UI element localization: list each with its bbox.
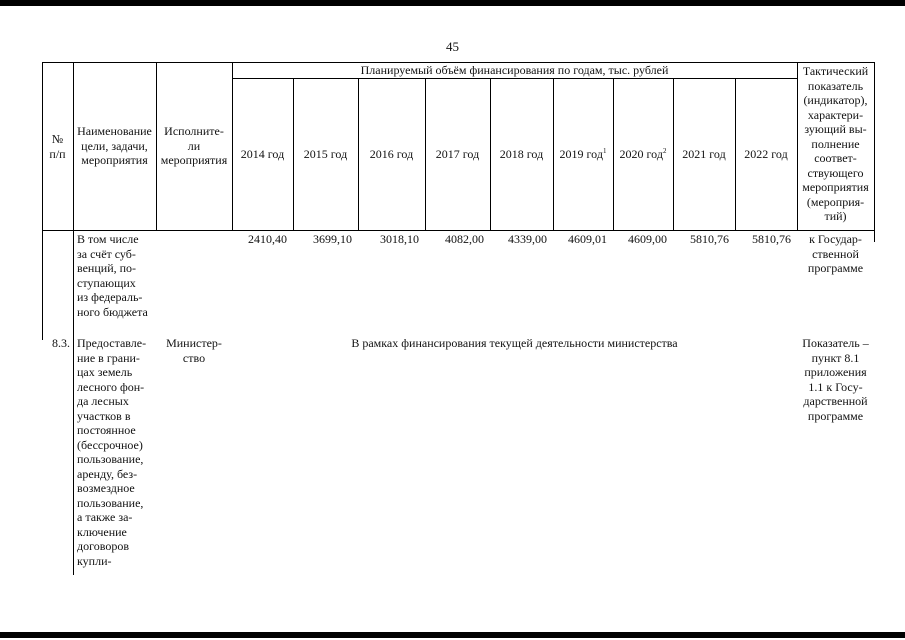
row1-value: 4609,00 xyxy=(628,232,667,246)
header-name-line: цели, задачи, xyxy=(81,138,148,153)
header-num-line: п/п xyxy=(49,146,66,161)
header-bottom-rule xyxy=(42,230,875,231)
body-right-rule xyxy=(874,230,875,242)
row2-name-line: ключение xyxy=(77,524,127,539)
header-name xyxy=(73,124,156,168)
row1-indicator-line: ственной xyxy=(812,246,859,261)
row1-name-line: ступающих xyxy=(77,275,136,290)
row2-name-line: возмездное xyxy=(77,481,135,495)
header-year xyxy=(425,147,490,162)
row2-indicator-line: программе xyxy=(807,408,864,423)
row1-value: 3699,10 xyxy=(313,232,352,246)
header-year xyxy=(358,147,425,162)
header-year-label: 2015 год xyxy=(303,147,348,161)
row2-name-line: купли- xyxy=(77,553,112,568)
row1-name-line: венций, по- xyxy=(77,261,137,275)
bottom-border xyxy=(0,632,905,638)
row2-indicator-line: Показатель – xyxy=(802,336,869,350)
header-indicator-line: показатель xyxy=(807,78,864,93)
row2-num: 8.3. xyxy=(52,336,70,350)
row2-executor xyxy=(156,336,232,365)
header-indicator-line: полнение xyxy=(811,136,860,151)
row1-indicator-line: программе xyxy=(807,261,864,275)
row2-name-line: постоянное xyxy=(77,423,136,437)
row1-name-line: за счёт суб- xyxy=(77,246,136,261)
header-year-label: 2019 год xyxy=(559,147,603,161)
header-indicator-line: (мероприя- xyxy=(806,194,865,209)
row2-name-line: пользование, xyxy=(77,452,144,466)
header-year-label: 2016 год xyxy=(369,147,414,161)
row1-name-line: ного бюджета xyxy=(77,304,148,319)
header-year xyxy=(613,147,673,162)
header-year-label: 2014 год xyxy=(240,147,285,161)
header-executor-line: ли xyxy=(187,138,201,153)
row1-name-line: из федераль- xyxy=(77,290,143,304)
row1-value: 4082,00 xyxy=(445,232,484,246)
top-border xyxy=(0,0,905,6)
row2-name-line: аренду, без- xyxy=(77,466,138,481)
header-indicator-line: зующий вы- xyxy=(804,122,867,136)
header-indicator-line: ствующего xyxy=(807,165,864,180)
header-year-footnote: 2 xyxy=(662,147,667,155)
row2-indicator-line: пункт 8.1 xyxy=(811,350,860,365)
row2-name-line: ние в грани- xyxy=(77,350,140,365)
header-indicator-line: соответ- xyxy=(814,151,857,165)
row1-value: 3018,10 xyxy=(380,232,419,246)
row2-name-line: участков в xyxy=(77,408,131,423)
header-num xyxy=(42,132,73,161)
row1-value: 5810,76 xyxy=(752,232,791,246)
header-year xyxy=(293,147,358,162)
header-executor xyxy=(156,124,232,168)
header-indicator-line: (индикатор), xyxy=(803,93,868,107)
row2-executor-line: Министер- xyxy=(166,336,222,350)
header-year-label: 2018 год xyxy=(499,147,544,161)
header-column-rule xyxy=(232,62,233,230)
row2-name xyxy=(77,336,146,568)
row2-name-line: пользование, xyxy=(77,495,144,510)
row2-indicator-line: дарственной xyxy=(803,394,868,408)
page-number: 45 xyxy=(446,39,459,54)
row2-name-line: да лесных xyxy=(77,394,129,408)
row1-indicator xyxy=(797,232,874,276)
header-executor-line: Исполните- xyxy=(164,124,224,138)
header-year xyxy=(673,147,735,162)
row2-name-line: лесного фон- xyxy=(77,379,145,394)
header-name-line: мероприятия xyxy=(81,153,148,167)
header-name-line: Наименование xyxy=(77,124,152,138)
row1-indicator-line: к Государ- xyxy=(809,232,862,246)
row1-name-line: В том числе xyxy=(77,232,139,246)
header-indicator xyxy=(797,64,874,224)
row1-value: 2410,40 xyxy=(248,232,287,246)
row2-indicator xyxy=(797,336,874,423)
header-year-label: 2020 год xyxy=(619,147,663,161)
header-executor-line: мероприятия xyxy=(160,153,228,167)
header-indicator-line: мероприятия xyxy=(802,180,869,194)
body-name-rule xyxy=(73,230,74,575)
header-year-label: 2022 год xyxy=(744,147,788,161)
row1-name xyxy=(77,232,148,319)
row1-value: 4339,00 xyxy=(508,232,547,246)
row2-executor-line: ство xyxy=(182,350,206,365)
header-year-label: 2021 год xyxy=(682,147,726,161)
row2-merged-funding: В рамках финансирования текущей деятельности министерства xyxy=(351,336,678,350)
header-subgroup-rule xyxy=(232,78,797,79)
row2-name-line: цах земель xyxy=(77,365,133,379)
row2-indicator-line: 1.1 к Госу- xyxy=(808,379,863,394)
row2-name-line: (бессрочное) xyxy=(77,437,143,452)
header-year-footnote: 1 xyxy=(602,147,607,155)
row2-name-line: Предоставле- xyxy=(77,336,147,350)
row1-value: 4609,01 xyxy=(568,232,607,246)
header-column-rule xyxy=(874,62,875,230)
header-num-line: № xyxy=(51,132,64,146)
row2-name-line: а также за- xyxy=(77,510,133,524)
header-funding-title: Планируемый объём финансирования по годам, тыс. рублей xyxy=(360,63,669,77)
header-year xyxy=(735,147,797,162)
header-indicator-line: характери- xyxy=(807,107,864,122)
header-year xyxy=(553,147,613,162)
header-indicator-line: Тактический xyxy=(802,64,869,78)
header-indicator-line: тий) xyxy=(824,209,847,223)
body-left-rule xyxy=(42,230,43,340)
row2-name-line: договоров xyxy=(77,539,129,553)
header-year xyxy=(232,147,293,162)
row2-indicator-line: приложения xyxy=(804,365,867,379)
row1-value: 5810,76 xyxy=(690,232,729,246)
header-year xyxy=(490,147,553,162)
header-year-label: 2017 год xyxy=(435,147,480,161)
